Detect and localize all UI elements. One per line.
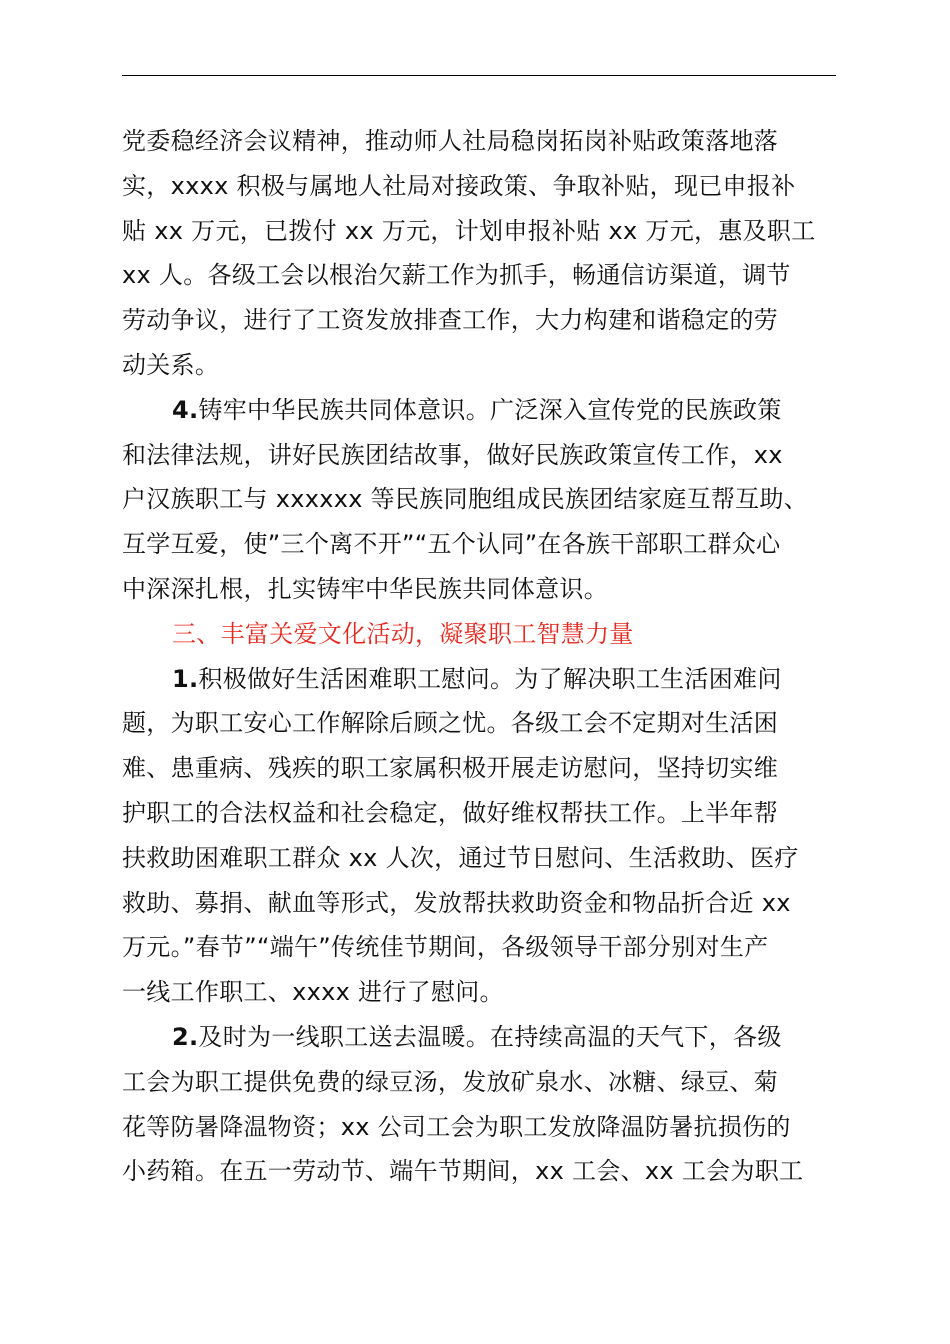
text-run: 及时为一线职工送去温暖。在持续高温的天气下，各级	[198, 1022, 782, 1051]
text-line: 万元。”春节”“端午”传统佳节期间，各级领导干部分别对生产	[122, 933, 769, 962]
text-line: 和法律法规，讲好民族团结故事，做好民族政策宣传工作，xx	[122, 440, 783, 469]
paragraph-continuation	[122, 119, 836, 388]
item-number: 1.	[172, 664, 199, 693]
paragraph-item-2	[122, 1015, 836, 1194]
header-rule	[122, 75, 836, 76]
text-line: 扶救助困难职工群众 xx 人次，通过节日慰问、生活救助、医疗	[122, 843, 799, 872]
text-line: 实，xxxx 积极与属地人社局对接政策、争取补贴，现已申报补	[122, 171, 796, 200]
text-line-first	[122, 388, 836, 433]
paragraph-item-4	[122, 388, 836, 612]
section-heading-text: 三、丰富关爱文化活动，凝聚职工智慧力量	[172, 619, 634, 648]
text-line: 党委稳经济会议精神，推动师人社局稳岗拓岗补贴政策落地落	[122, 127, 779, 155]
text-run: 积极做好生活困难职工慰问。为了解决职工生活困难问	[198, 664, 782, 693]
document-body	[122, 119, 836, 1194]
text-line: 互学互爱，使”三个离不开”“五个认同”在各族干部职工群众心	[122, 530, 781, 559]
text-line: 题，为职工安心工作解除后顾之忧。各级工会不定期对生活困	[122, 709, 779, 738]
text-line: 动关系。	[122, 350, 220, 379]
text-line: 花等防暑降温物资；xx 公司工会为职工发放降温防暑抗损伤的	[122, 1112, 791, 1141]
text-line-first	[122, 657, 836, 702]
text-line: 小药箱。在五一劳动节、端午节期间，xx 工会、xx 工会为职工	[122, 1157, 804, 1186]
text-run: 铸牢中华民族共同体意识。广泛深入宣传党的民族政策	[198, 395, 782, 424]
text-line: 户汉族职工与 xxxxxx 等民族同胞组成民族团结家庭互帮互助、	[122, 485, 809, 514]
section-heading	[122, 612, 836, 657]
text-line-first	[122, 1015, 836, 1060]
item-number: 2.	[172, 1022, 199, 1051]
text-line: 难、患重病、残疾的职工家属积极开展走访慰问，坚持切实维	[122, 754, 779, 783]
text-line: 一线工作职工、xxxx 进行了慰问。	[122, 978, 504, 1007]
text-line: 劳动争议，进行了工资发放排查工作，大力构建和谐稳定的劳	[122, 306, 779, 335]
item-number: 4.	[172, 395, 199, 424]
text-line: 工会为职工提供免费的绿豆汤，发放矿泉水、冰糖、绿豆、菊	[122, 1067, 779, 1096]
text-line: 贴 xx 万元，已拨付 xx 万元，计划申报补贴 xx 万元，惠及职工	[122, 216, 816, 245]
paragraph-item-1	[122, 657, 836, 1015]
text-line: 中深深扎根，扎实铸牢中华民族共同体意识。	[122, 574, 608, 603]
text-line: xx 人。各级工会以根治欠薪工作为抓手，畅通信访渠道，调节	[122, 261, 791, 290]
text-line: 护职工的合法权益和社会稳定，做好维权帮扶工作。上半年帮	[122, 798, 779, 827]
text-line: 救助、募捐、献血等形式，发放帮扶救助资金和物品折合近 xx	[122, 888, 791, 917]
